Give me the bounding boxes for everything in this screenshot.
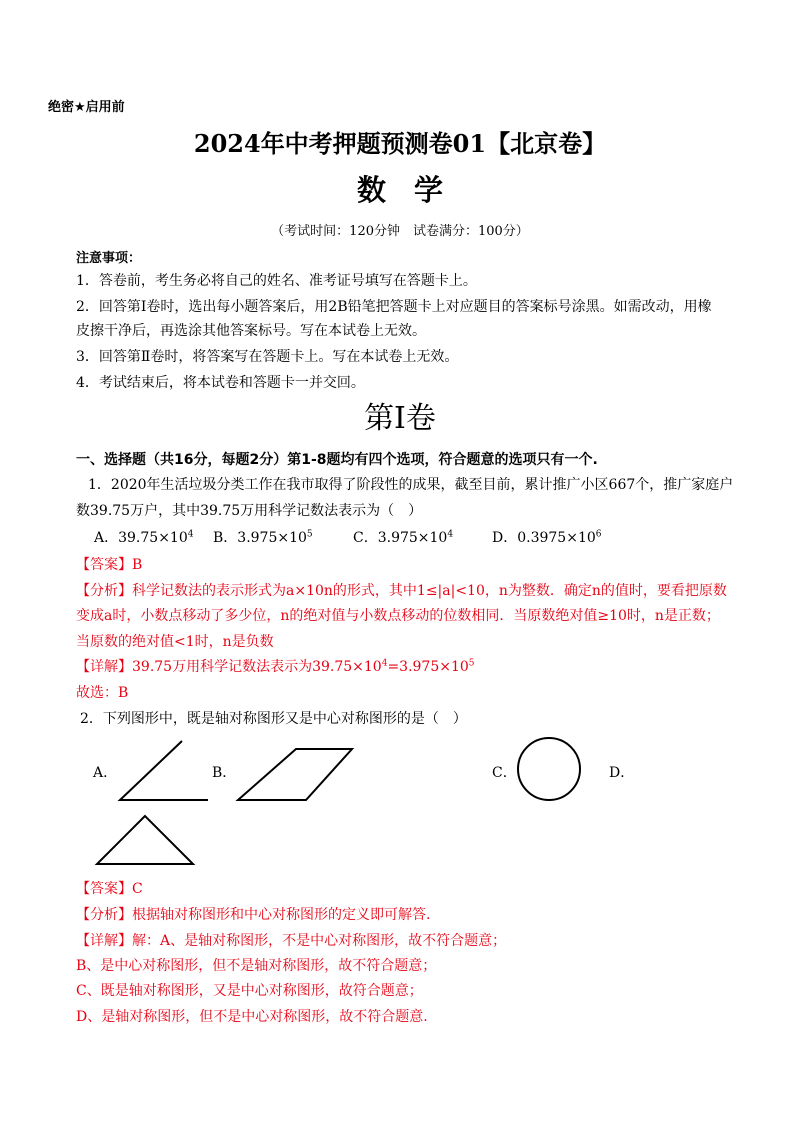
circle-figure bbox=[518, 738, 580, 800]
q1-conclusion: 故选：B bbox=[76, 685, 129, 701]
notice-item: 4．考试结束后，将本试卷和答题卡一并交回。 bbox=[76, 375, 365, 391]
confidential-label: 绝密★启用前 bbox=[48, 100, 125, 115]
section-heading: 一、选择题（共16分，每题2分）第1-8题均有四个选项，符合题意的选项只有一个. bbox=[76, 452, 598, 468]
q1-analysis-line: 【分析】科学记数法的表示形式为a×10n的形式，其中1≤|a|<10，n为整数．确定n的值时，要看把原数 bbox=[76, 583, 727, 599]
notice-item: 皮擦干净后，再选涂其他答案标号。写在本试卷上无效。 bbox=[76, 323, 426, 339]
parallelogram-figure bbox=[238, 749, 352, 800]
q2-detail-line: D、是轴对称图形，但不是中心对称图形，故不符合题意. bbox=[76, 1009, 428, 1025]
q1-answer: 【答案】B bbox=[76, 557, 143, 573]
q2-option-a-label: A． bbox=[93, 765, 118, 781]
section-title: 第Ⅰ卷 bbox=[364, 401, 436, 436]
q1-stem-line: 1．2020年生活垃圾分类工作在我市取得了阶段性的成果，截至目前，累计推广小区667个，推广家庭户 bbox=[88, 477, 734, 493]
notice-item: 3．回答第Ⅱ卷时，将答案写在答题卡上。写在本试卷上无效。 bbox=[76, 349, 459, 365]
notice-heading: 注意事项： bbox=[76, 251, 142, 266]
notice-item: 1．答卷前，考生务必将自己的姓名、准考证号填写在答题卡上。 bbox=[76, 273, 477, 289]
q2-stem: 2．下列图形中，既是轴对称图形又是中心对称图形的是（ ） bbox=[80, 711, 467, 727]
q2-detail-line: C、既是轴对称图形，又是中心对称图形，故符合题意； bbox=[76, 983, 423, 999]
q1-option-d: D．$0.3975\times 10^6$ bbox=[492, 529, 602, 546]
q2-analysis: 【分析】根据轴对称图形和中心对称图形的定义即可解答. bbox=[76, 907, 431, 923]
q1-stem-line: 数39.75万户，其中39.75万用科学记数法表示为（ ） bbox=[76, 503, 423, 519]
q1-option-a: A．$39.75\times 10^4$ bbox=[94, 529, 194, 546]
q1-option-c: C．$3.975\times 10^4$ bbox=[353, 529, 454, 546]
angle-figure bbox=[120, 741, 208, 800]
q2-option-d-label: D． bbox=[609, 765, 635, 781]
exam-title: 2024年中考押题预测卷01【北京卷】 bbox=[193, 129, 607, 158]
q1-option-b: B．$3.975\times 10^5$ bbox=[213, 529, 313, 546]
q2-detail-line: B、是中心对称图形，但不是轴对称图形，故不符合题意； bbox=[76, 958, 437, 974]
q2-option-c-label: C． bbox=[492, 765, 517, 781]
subject-title: 数学 bbox=[356, 173, 471, 207]
triangle-figure bbox=[97, 816, 193, 864]
exam-meta: （考试时间：120分钟 试卷满分：100分） bbox=[271, 224, 529, 239]
q1-analysis-line: 当原数的绝对值<1时，n是负数 bbox=[76, 634, 274, 650]
q2-option-b-label: B． bbox=[212, 765, 237, 781]
q2-detail-line: 【详解】解：A、是轴对称图形，不是中心对称图形，故不符合题意； bbox=[76, 933, 507, 949]
q2-answer: 【答案】C bbox=[76, 881, 143, 897]
q1-analysis-line: 变成a时，小数点移动了多少位，n的绝对值与小数点移动的位数相同．当原数绝对值≥10时，n是正数； bbox=[76, 608, 720, 624]
notice-item: 2．回答第Ⅰ卷时，选出每小题答案后，用2B铅笔把答题卡上对应题目的答案标号涂黑。如需改动，用橡 bbox=[76, 299, 712, 315]
q1-detail: 【详解】39.75万用科学记数法表示为$39.75\times 10^4=3.975\times 10^5$ bbox=[76, 658, 475, 675]
